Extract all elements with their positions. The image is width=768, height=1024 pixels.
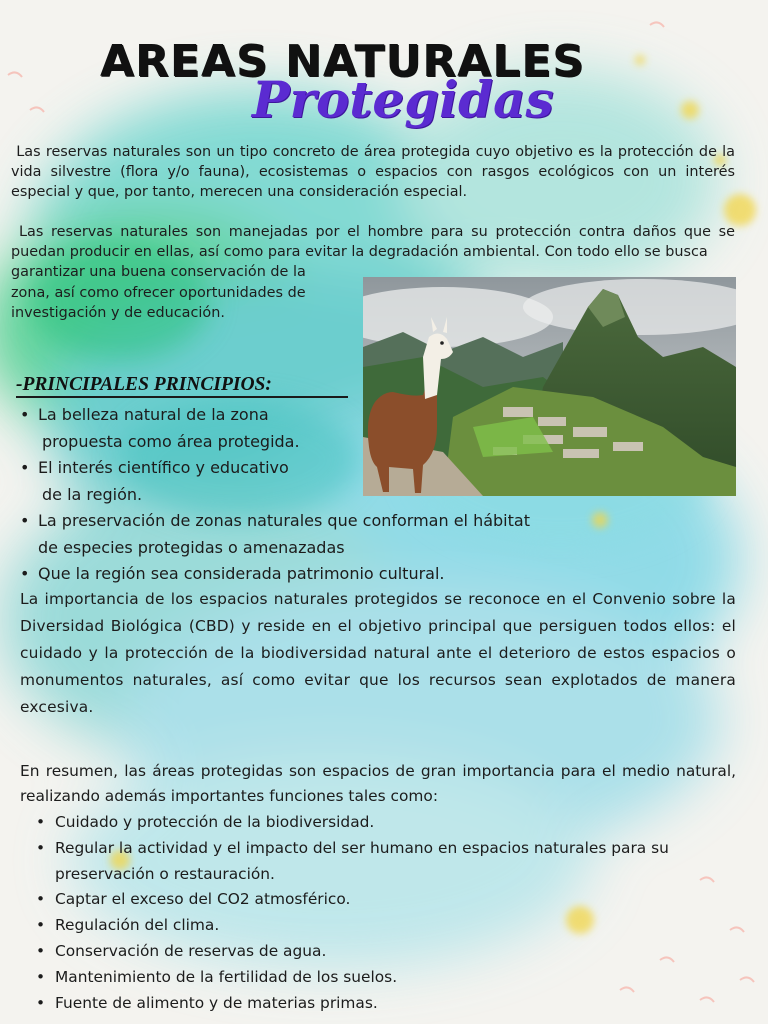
bullet-icon: • bbox=[20, 511, 30, 530]
principle-text: La preservación de zonas naturales que conforman el hábitat bbox=[38, 511, 530, 530]
list-item bbox=[36, 836, 716, 888]
title-subtitle: Protegidas bbox=[252, 70, 554, 129]
function-text: Cuidado y protección de la biodiversidad. bbox=[55, 813, 375, 831]
bullet-icon: • bbox=[36, 813, 46, 831]
bullet-icon: • bbox=[36, 967, 46, 986]
bullet-icon: • bbox=[36, 838, 46, 857]
principle-text-continued: de especies protegidas o amenazadas bbox=[38, 537, 345, 557]
machu-picchu-llama-photo bbox=[363, 277, 736, 496]
function-text: Regular la actividad y el impacto del ser humano en espacios naturales para su preservación o restauración. bbox=[55, 838, 669, 883]
intro-paragraph-2-continued: garantizar una buena conservación de la zona, así como ofrecer oportunidades de investigación y de educación. bbox=[11, 264, 306, 321]
function-text: Regulación del clima. bbox=[55, 916, 220, 935]
bullet-icon: • bbox=[36, 916, 46, 935]
intro-paragraph-2: Las reservas naturales son manejadas por el hombre para su protección contra daños que se puedan producir en ellas, así como para evitar la degradación ambiental. Con todo ello se busca bbox=[11, 224, 735, 260]
principle-text-continued: propuesta como área protegida. bbox=[42, 431, 300, 451]
bullet-icon: • bbox=[20, 564, 30, 583]
list-item bbox=[36, 810, 716, 836]
principles-heading: -PRINCIPALES PRINCIPIOS: bbox=[16, 374, 272, 395]
importance-paragraph: La importancia de los espacios naturales protegidos se reconoce en el Convenio sobre la Diversidad Biológica (CBD) y reside en el objetivo principal que persiguen todos ellos: el cuidado y la protección de la biodiversidad natural ante el deterioro de estos espacios o monumentos naturales, así como evitar que los recursos sean explotados de manera excesiva. bbox=[20, 590, 736, 716]
list-item bbox=[20, 508, 670, 561]
principle-text-continued: de la región. bbox=[42, 484, 143, 504]
principle-text: Que la región sea considerada patrimonio cultural. bbox=[38, 564, 445, 583]
principle-text: El interés científico y educativo bbox=[38, 458, 289, 477]
principle-text: La belleza natural de la zona bbox=[38, 405, 269, 424]
list-item bbox=[36, 887, 716, 913]
bullet-icon: • bbox=[20, 458, 30, 477]
intro-paragraph-1: Las reservas naturales son un tipo concreto de área protegida cuyo objetivo es la protección de la vida silvestre (flora y/o fauna), ecosistemas o espacios con rasgos ecológicos con un interés especial y que, por tanto, merecen una consideración especial. bbox=[11, 144, 735, 200]
functions-list bbox=[36, 810, 716, 1016]
list-item bbox=[36, 913, 716, 939]
summary-paragraph: En resumen, las áreas protegidas son espacios de gran importancia para el medio natural, realizando además importantes funciones tales como: bbox=[20, 762, 736, 805]
bullet-icon: • bbox=[20, 405, 30, 424]
bullet-icon: • bbox=[36, 890, 46, 909]
list-item bbox=[36, 991, 716, 1017]
list-item bbox=[20, 561, 670, 588]
list-item bbox=[36, 939, 716, 965]
bullet-icon: • bbox=[36, 993, 46, 1012]
list-item bbox=[36, 965, 716, 991]
title-main: AREAS NATURALES bbox=[100, 36, 585, 87]
function-text: Mantenimiento de la fertilidad de los suelos. bbox=[55, 967, 398, 986]
function-text: Captar el exceso del CO2 atmosférico. bbox=[55, 890, 351, 909]
principles-heading-underline bbox=[16, 396, 348, 398]
bullet-icon: • bbox=[36, 941, 46, 960]
function-text: Conservación de reservas de agua. bbox=[55, 941, 327, 960]
function-text: Fuente de alimento y de materias primas. bbox=[55, 993, 378, 1012]
